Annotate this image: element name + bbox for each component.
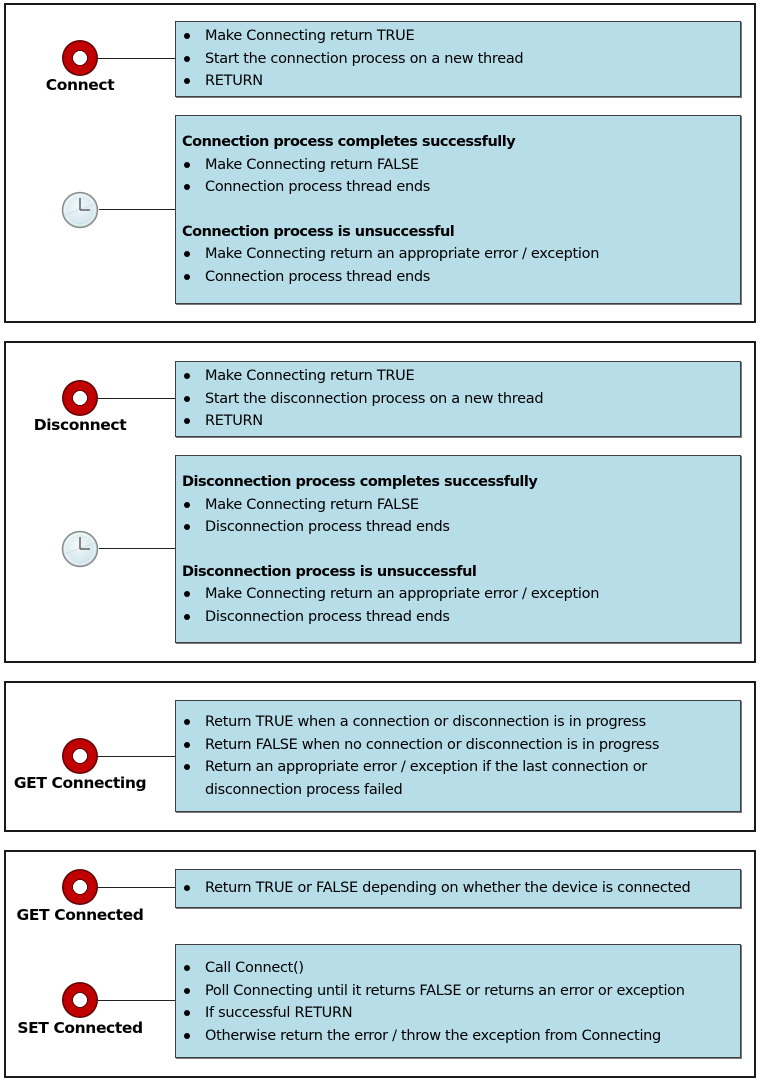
get-connected-connector-line [98, 887, 175, 888]
connect-success-heading: Connection process completes successfully [182, 134, 516, 150]
list-item: Make Connecting return TRUE [182, 25, 734, 48]
list-item: Disconnection process thread ends [182, 606, 734, 629]
list-item: Start the connection process on a new thread [182, 48, 734, 71]
disconnect-call-box [175, 361, 741, 437]
list-item: Return FALSE when no connection or disconnection is in progress [182, 734, 734, 757]
list-item: Return TRUE or FALSE depending on whether the device is connected [182, 877, 734, 900]
get-connected-box [175, 869, 741, 908]
connect-failure-list [182, 243, 734, 288]
connect-label: Connect [45, 76, 115, 94]
list-item: Otherwise return the error / throw the exception from Connecting [182, 1025, 734, 1048]
list-item: Make Connecting return FALSE [182, 154, 734, 177]
set-connected-list [182, 957, 734, 1047]
list-item: Make Connecting return an appropriate error / exception [182, 243, 734, 266]
get-connecting-label: GET Connecting [13, 774, 147, 792]
connect-async-connector-line [99, 209, 175, 210]
set-connected-event-icon [62, 982, 98, 1018]
get-connected-list [182, 877, 734, 900]
disconnect-label: Disconnect [33, 416, 127, 434]
list-item: Poll Connecting until it returns FALSE or returns an error or exception [182, 980, 734, 1003]
get-connecting-box [175, 700, 741, 812]
list-item: Disconnection process thread ends [182, 516, 734, 539]
get-connecting-list [182, 711, 734, 801]
list-item: Call Connect() [182, 957, 734, 980]
list-item: Return an appropriate error / exception if the last connection or disconnection process failed [182, 756, 734, 801]
set-connected-label: SET Connected [17, 1019, 143, 1037]
disconnect-success-list [182, 494, 734, 539]
list-item: Connection process thread ends [182, 176, 734, 199]
disconnect-failure-heading: Disconnection process is unsuccessful [182, 563, 477, 580]
set-connected-box [175, 944, 741, 1058]
connect-connector-line [98, 58, 175, 59]
disconnect-call-list [182, 365, 734, 433]
connect-failure-heading: Connection process is unsuccessful [182, 223, 455, 240]
get-connecting-connector-line [98, 756, 175, 757]
get-connecting-event-icon [62, 738, 98, 774]
connect-event-icon [62, 40, 98, 76]
get-connected-label: GET Connected [16, 906, 144, 924]
list-item: If successful RETURN [182, 1002, 734, 1025]
connect-clock-icon [61, 191, 99, 229]
connect-async-box [175, 115, 741, 304]
disconnect-clock-icon [61, 530, 99, 568]
disconnect-event-icon [62, 380, 98, 416]
list-item: RETURN [182, 70, 734, 93]
list-item: Connection process thread ends [182, 266, 734, 289]
list-item: Start the disconnection process on a new thread [182, 388, 734, 411]
connect-call-box [175, 21, 741, 97]
disconnect-async-box [175, 455, 741, 643]
set-connected-connector-line [98, 1000, 175, 1001]
disconnect-success-heading: Disconnection process completes successfully [182, 474, 538, 490]
disconnect-connector-line [98, 398, 175, 399]
connect-call-list [182, 25, 734, 93]
disconnect-failure-list [182, 583, 734, 628]
list-item: Make Connecting return an appropriate error / exception [182, 583, 734, 606]
list-item: Make Connecting return TRUE [182, 365, 734, 388]
disconnect-async-connector-line [99, 548, 175, 549]
list-item: RETURN [182, 410, 734, 433]
list-item: Return TRUE when a connection or disconnection is in progress [182, 711, 734, 734]
list-item: Make Connecting return FALSE [182, 494, 734, 517]
connect-success-list [182, 154, 734, 199]
get-connected-event-icon [62, 869, 98, 905]
